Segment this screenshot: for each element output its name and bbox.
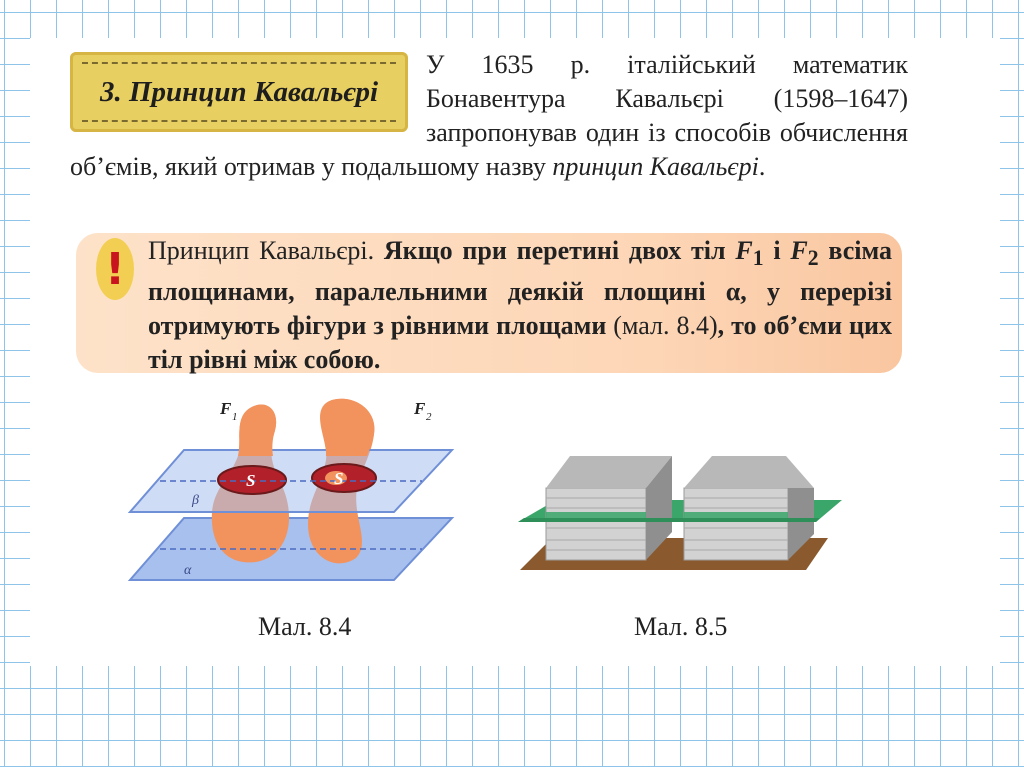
intro-end: . <box>758 152 766 181</box>
label-f2: F <box>414 399 426 418</box>
label-beta: β <box>192 493 199 508</box>
principle-text <box>148 234 892 377</box>
intro-paragraph <box>70 48 908 184</box>
figure-8-4 <box>126 394 476 589</box>
principle-body-end: , то об’єми цих тіл рівні між собою. <box>148 311 892 375</box>
textbook-page <box>30 38 1000 666</box>
prism-1-front <box>546 488 646 560</box>
prism-2-front <box>684 488 788 560</box>
label-f1: F <box>220 399 232 418</box>
section-label-s1: S <box>246 471 256 490</box>
label-alpha: α <box>184 563 192 578</box>
principle-title: Принцип Кавальєрі. <box>148 236 384 265</box>
section-heading: 3. Принцип Кавальєрі <box>99 75 379 108</box>
intro-text: У 1635 р. італійський математик Бонавентура Кавальєрі (1598–1647) запропонував один із способів обчислення об’ємів, який отримав у подальшому назву <box>70 50 908 181</box>
figure-8-5-caption: Мал. 8.5 <box>634 612 728 641</box>
prism-2-top <box>684 456 814 488</box>
section-label-s2: S <box>334 469 344 488</box>
label-f1-sub: 1 <box>232 411 238 423</box>
exclamation-icon: ! <box>96 238 134 300</box>
heading-spacer <box>70 48 426 146</box>
label-f2-sub: 2 <box>426 411 432 423</box>
principle-ref: (мал. 8.4) <box>613 311 718 341</box>
principle-body: Якщо при перетині двох тіл $F_1$ і $F_2$ всіма площинами, паралельними деякій площині α, у перерізі отримують фігури з рівними площами <box>148 236 892 341</box>
figure-8-5 <box>516 448 846 578</box>
figure-8-4-caption: Мал. 8.4 <box>258 612 352 641</box>
intro-term: принцип Кавальєрі <box>552 152 759 181</box>
